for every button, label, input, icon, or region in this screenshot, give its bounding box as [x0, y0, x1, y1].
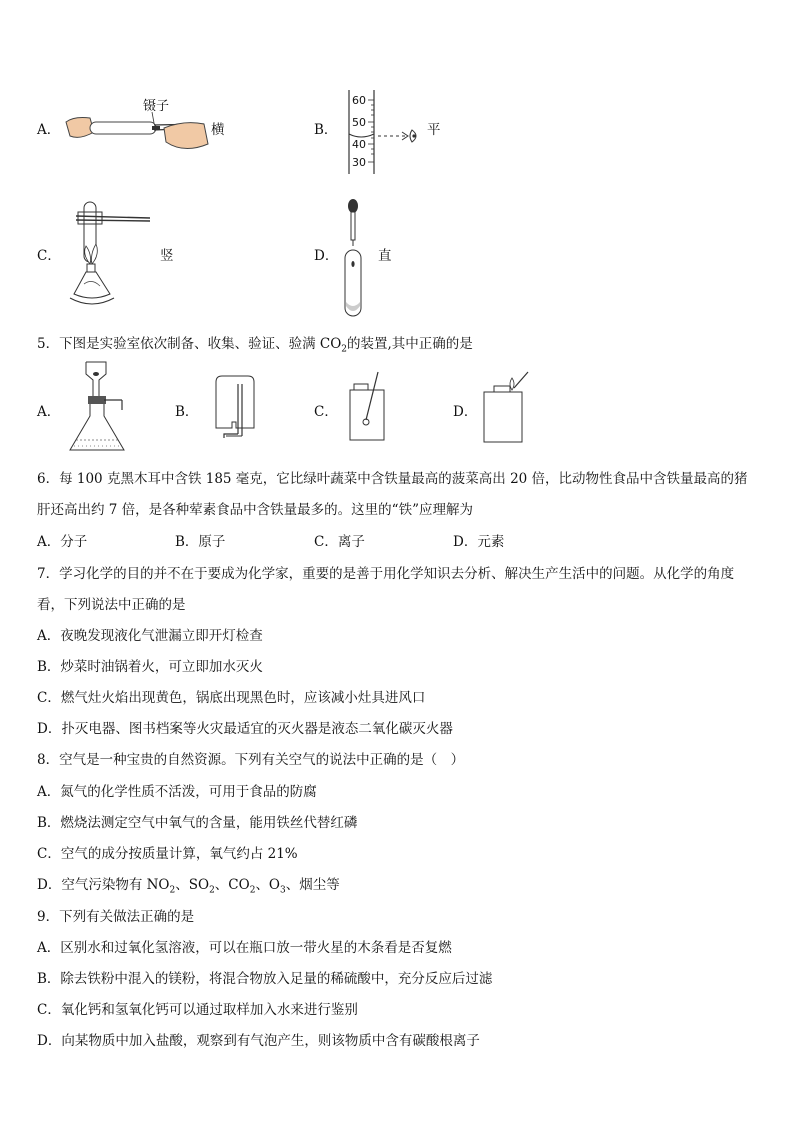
q5-stem-post: 的装置,其中正确的是	[347, 336, 473, 352]
q4-option-a-tweezers-label: 镊子	[143, 99, 170, 114]
q8-option-d-sub-4: 3	[280, 885, 286, 896]
q8-option-d-part-c: 、CO	[214, 877, 250, 893]
q9-option-b: B．除去铁粉中混入的镁粉，将混合物放入足量的稀硫酸中，充分反应后过滤	[37, 971, 493, 987]
q8-option-d	[37, 873, 340, 896]
q8-option-d-part-b: 、SO	[175, 877, 210, 893]
q7-stem-line1: 7．学习化学的目的并不在于要成为化学家，重要的是善于用化学知识去分析、解决生产生活中的问题。从化学的角度	[37, 566, 735, 582]
q5-stem-sub: 2	[341, 344, 348, 355]
q5-stem	[37, 332, 473, 355]
q4-option-d-letter: D．	[314, 248, 339, 264]
q7-option-c: C．燃气灶火焰出现黄色，锅底出现黑色时，应该减小灶具进风口	[37, 690, 426, 706]
q4-option-a-letter: A．	[37, 122, 61, 138]
q5-option-d-letter: D．	[453, 404, 478, 420]
q7-option-a: A．夜晚发现液化气泄漏立即开灯检查	[37, 628, 263, 644]
q4-option-a-side-label: 横	[211, 122, 225, 138]
q5-option-c-bottle-figure	[344, 370, 390, 444]
q5-option-b-bottle-figure	[212, 374, 258, 440]
q4-option-b-letter: B．	[314, 122, 338, 138]
q9-option-a: A．区别水和过氧化氢溶液，可以在瓶口放一带火星的木条看是否复燃	[37, 940, 452, 956]
q4-option-b-tick-50: 50	[352, 116, 366, 129]
q4-option-c-side-label: 竖	[160, 248, 174, 264]
q7-option-b: B．炒菜时油锅着火，可立即加水灭火	[37, 659, 263, 675]
q8-option-d-sub-3: 2	[249, 885, 256, 896]
q9-option-d: D．向某物质中加入盐酸，观察到有气泡产生，则该物质中含有碳酸根离子	[37, 1033, 480, 1049]
q7-stem-line2: 看，下列说法中正确的是	[37, 597, 186, 613]
q8-option-b: B．燃烧法测定空气中氧气的含量，能用铁丝代替红磷	[37, 815, 358, 831]
q4-option-a-figure	[64, 110, 212, 160]
q4-option-c-letter: C．	[37, 248, 61, 264]
q8-stem: 8．空气是一种宝贵的自然资源。下列有关空气的说法中正确的是（ ）	[37, 752, 465, 768]
q6-option-d: D．元素	[453, 534, 505, 550]
q8-option-d-part-d: 、O	[255, 877, 281, 893]
q9-stem: 9．下列有关做法正确的是	[37, 909, 195, 925]
q5-option-b-letter: B．	[175, 404, 199, 420]
q5-stem-pre: 5．下图是实验室依次制备、收集、验证、验满 CO	[37, 336, 342, 352]
q5-option-d-bottle-figure	[480, 370, 536, 446]
q4-option-b-tick-60: 60	[352, 94, 366, 107]
q8-option-d-sub-2: 2	[209, 885, 215, 896]
q4-option-b-tick-40: 40	[352, 138, 366, 151]
q7-option-d: D．扑灭电器、图书档案等火灾最适宜的灭火器是液态二氧化碳灭火器	[37, 721, 453, 737]
q8-option-d-sub-1: 2	[169, 885, 176, 896]
q4-option-c-heating-figure	[62, 198, 154, 316]
q4-option-d-side-label: 直	[378, 248, 392, 264]
q8-option-a: A．氮气的化学性质不活泼，可用于食品的防腐	[37, 784, 317, 800]
q4-option-b-side-label: 平	[427, 122, 441, 138]
q8-option-d-part-a: D．空气污染物有 NO	[37, 877, 170, 893]
q6-option-b: B．原子	[175, 534, 226, 550]
q8-option-c: C．空气的成分按质量计算，氧气约占 21%	[37, 846, 298, 862]
q5-option-a-letter: A．	[37, 404, 61, 420]
q6-option-a: A．分子	[37, 534, 88, 550]
q4-option-b-tick-30: 30	[352, 156, 366, 169]
q9-option-c: C．氧化钙和氢氧化钙可以通过取样加入水来进行鉴别	[37, 1002, 358, 1018]
q5-option-c-letter: C．	[314, 404, 338, 420]
q5-option-a-flask-figure	[66, 360, 146, 456]
q4-option-d-dropper-figure	[340, 198, 366, 318]
q6-option-c: C．离子	[314, 534, 365, 550]
q6-stem-line2: 肝还高出约 7 倍，是各种荤素食品中含铁量最多的。这里的“铁”应理解为	[37, 502, 473, 518]
q6-stem-line1: 6．每 100 克黑木耳中含铁 185 毫克，它比绿叶蔬菜中含铁量最高的菠菜高出 20 倍，比动物性食品中含铁量最高的猪	[37, 471, 748, 487]
q8-option-d-part-e: 、烟尘等	[285, 877, 340, 893]
